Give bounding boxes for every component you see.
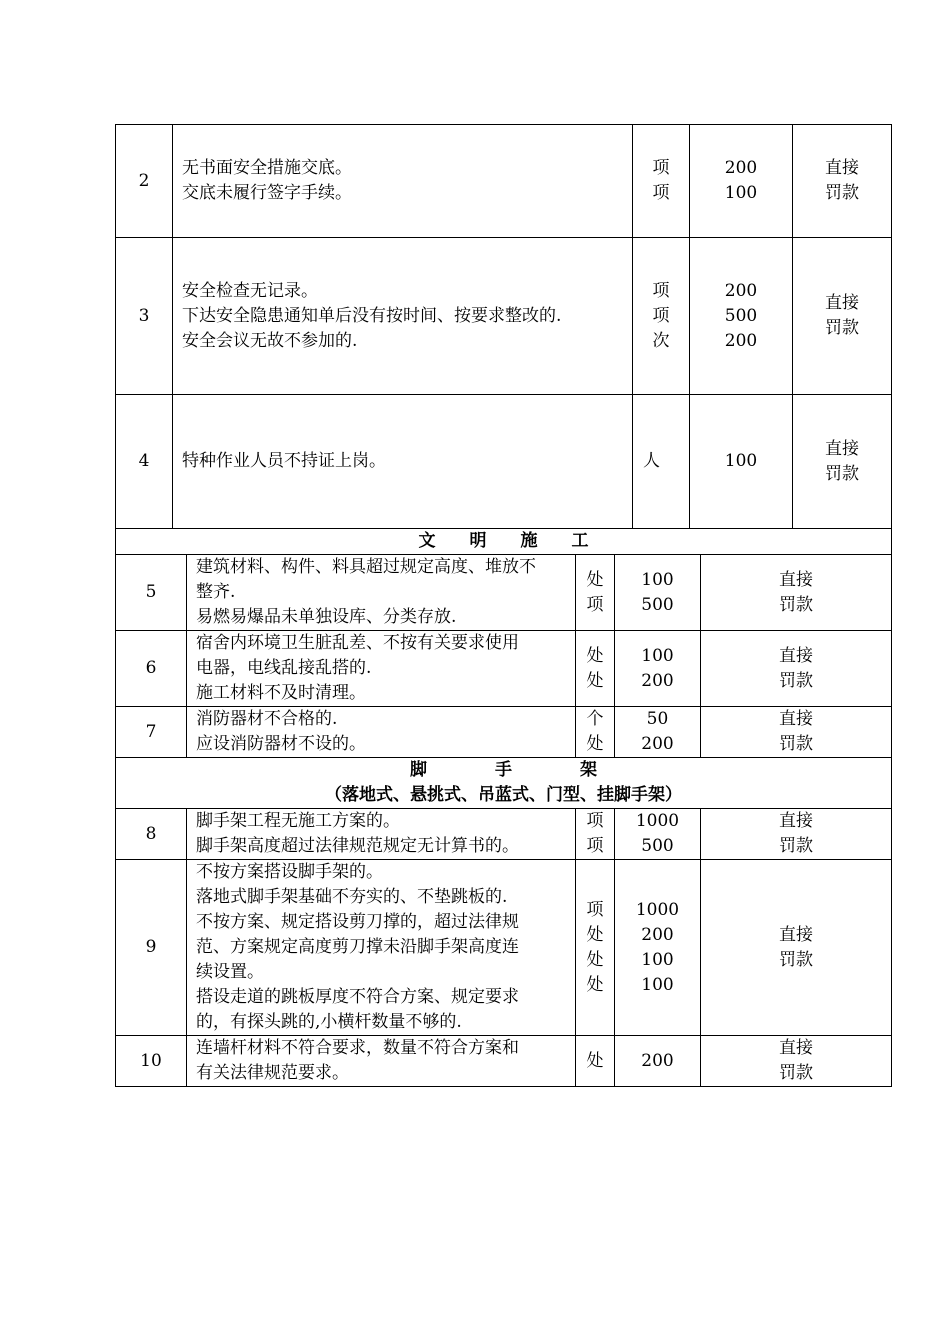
description-line: 特种作业人员不持证上岗。 — [182, 451, 386, 471]
item-unit — [576, 707, 615, 758]
item-number: 9 — [116, 860, 187, 1036]
unit-line: 项 — [586, 594, 604, 615]
penalty-line: 直接 — [779, 569, 814, 590]
unit-line: 项 — [586, 836, 604, 856]
description-line: 消防器材不合格的. — [196, 709, 338, 729]
amount-line: 100 — [641, 949, 674, 970]
penalty-line: 直接 — [825, 158, 859, 178]
penalty-line: 罚款 — [825, 183, 859, 203]
penalty-table-lower-body — [116, 529, 892, 1087]
item-penalty — [793, 238, 892, 395]
item-unit — [633, 125, 690, 238]
unit-line: 处 — [586, 569, 604, 590]
item-unit — [576, 555, 615, 631]
table-row — [116, 238, 892, 395]
penalty-line: 直接 — [825, 438, 859, 459]
section-title-scaffold-subtitle: （落地式、悬挑式、吊蓝式、门型、挂脚手架） — [325, 785, 683, 805]
table-row — [116, 125, 892, 238]
unit-line: 项 — [652, 305, 670, 326]
item-amount — [615, 555, 701, 631]
item-number: 5 — [116, 555, 187, 631]
item-amount — [615, 860, 701, 1036]
penalty-line: 直接 — [779, 1038, 814, 1058]
description-line: 施工材料不及时清理。 — [196, 683, 366, 703]
unit-line: 项 — [652, 280, 670, 301]
unit-line: 项 — [586, 811, 604, 831]
item-amount — [615, 1036, 701, 1087]
description-line: 建筑材料、构件、料具超过规定高度、堆放不 — [196, 557, 536, 577]
unit-line: 次 — [652, 330, 670, 351]
amount-line: 500 — [641, 836, 674, 856]
item-amount — [690, 395, 793, 529]
item-unit — [633, 238, 690, 395]
item-number: 6 — [116, 631, 187, 707]
description-line: 连墙杆材料不符合要求，数量不符合方案和 — [196, 1038, 519, 1058]
penalty-line: 罚款 — [779, 594, 814, 615]
description-line: 应设消防器材不设的。 — [196, 734, 366, 754]
penalty-line: 罚款 — [825, 318, 859, 338]
item-penalty — [701, 707, 892, 758]
item-number: 4 — [116, 395, 173, 529]
description-line: 范、方案规定高度剪刀撑未沿脚手架高度连 — [196, 937, 519, 957]
description-line: 落地式脚手架基础不夯实的、不垫跳板的. — [196, 887, 508, 907]
item-unit — [576, 860, 615, 1036]
amount-line: 200 — [641, 734, 674, 754]
item-unit — [576, 1036, 615, 1087]
item-description — [187, 707, 576, 758]
table-row — [116, 809, 892, 860]
penalty-line: 直接 — [825, 293, 859, 313]
penalty-line: 直接 — [779, 709, 814, 729]
table-row — [116, 631, 892, 707]
description-line: 的，有探头跳的,小横杆数量不够的. — [196, 1012, 462, 1032]
table-row — [116, 395, 892, 529]
unit-line: 人 — [643, 451, 660, 471]
item-penalty — [793, 395, 892, 529]
amount-line: 100 — [724, 183, 758, 203]
description-line: 续设置。 — [196, 962, 264, 982]
item-penalty — [701, 809, 892, 860]
section-title-scaffold-main: 脚 手 架 — [410, 760, 598, 780]
amount-line: 100 — [724, 451, 758, 471]
description-line: 无书面安全措施交底。 — [182, 158, 352, 178]
amount-line: 50 — [646, 709, 669, 729]
item-amount — [615, 707, 701, 758]
description-line: 不按方案、规定搭设剪刀撑的，超过法律规 — [196, 912, 519, 932]
unit-line: 项 — [652, 158, 670, 178]
item-description — [187, 1036, 576, 1087]
penalty-line: 罚款 — [779, 949, 814, 970]
penalty-table-upper — [115, 124, 892, 529]
penalty-line: 罚款 — [825, 463, 859, 484]
item-description — [187, 860, 576, 1036]
item-penalty — [701, 860, 892, 1036]
unit-line: 处 — [586, 670, 604, 691]
amount-line: 200 — [724, 330, 758, 351]
item-description — [173, 395, 633, 529]
unit-line: 处 — [586, 734, 604, 754]
description-line: 易燃易爆品未单独设库、分类存放. — [196, 607, 457, 627]
unit-line: 项 — [652, 183, 670, 203]
unit-line: 处 — [586, 924, 604, 945]
amount-line: 200 — [641, 1050, 674, 1071]
description-line: 有关法律规范要求。 — [196, 1063, 349, 1083]
section-title-scaffold — [116, 758, 892, 809]
item-description — [173, 238, 633, 395]
item-number: 7 — [116, 707, 187, 758]
description-line: 电器，电线乱接乱搭的. — [196, 658, 372, 678]
penalty-line: 罚款 — [779, 734, 814, 754]
description-line: 安全会议无故不参加的. — [182, 330, 358, 351]
section-header-row — [116, 529, 892, 555]
item-penalty — [701, 555, 892, 631]
penalty-table-lower — [115, 528, 892, 1087]
amount-line: 1000 — [635, 811, 680, 831]
table-row — [116, 860, 892, 1036]
item-number: 10 — [116, 1036, 187, 1087]
amount-line: 100 — [641, 645, 674, 666]
unit-line: 项 — [586, 899, 604, 920]
description-line: 不按方案搭设脚手架的。 — [196, 862, 383, 882]
description-line: 下达安全隐患通知单后没有按时间、按要求整改的. — [182, 305, 562, 326]
unit-line: 个 — [586, 709, 604, 729]
item-description — [187, 809, 576, 860]
description-line: 安全检查无记录。 — [182, 280, 318, 301]
item-penalty — [701, 631, 892, 707]
amount-line: 200 — [724, 158, 758, 178]
unit-line: 处 — [586, 974, 604, 995]
penalty-line: 直接 — [779, 811, 814, 831]
amount-line: 500 — [641, 594, 674, 615]
amount-line: 1000 — [635, 899, 680, 920]
section-title-civilized-construction: 文 明 施 工 — [116, 529, 892, 555]
item-penalty — [701, 1036, 892, 1087]
table-row — [116, 1036, 892, 1087]
section-header-row — [116, 758, 892, 809]
item-amount — [615, 631, 701, 707]
item-number: 2 — [116, 125, 173, 238]
item-description — [187, 555, 576, 631]
item-unit — [576, 631, 615, 707]
penalty-line: 直接 — [779, 924, 814, 945]
item-unit — [576, 809, 615, 860]
item-number: 3 — [116, 238, 173, 395]
table-row — [116, 555, 892, 631]
amount-line: 200 — [641, 924, 674, 945]
item-amount — [690, 125, 793, 238]
amount-line: 200 — [724, 280, 758, 301]
penalty-table-upper-body — [116, 125, 892, 529]
description-line: 整齐. — [196, 582, 236, 602]
description-line: 宿舍内环境卫生脏乱差、不按有关要求使用 — [196, 633, 519, 653]
penalty-line: 罚款 — [779, 670, 814, 691]
amount-line: 500 — [724, 305, 758, 326]
table-row — [116, 707, 892, 758]
item-description — [173, 125, 633, 238]
description-line: 脚手架高度超过法律规范规定无计算书的。 — [196, 836, 519, 856]
amount-line: 100 — [641, 569, 674, 590]
item-unit — [633, 395, 690, 529]
penalty-line: 罚款 — [779, 1063, 814, 1083]
description-line: 脚手架工程无施工方案的。 — [196, 811, 400, 831]
description-line: 搭设走道的跳板厚度不符合方案、规定要求 — [196, 987, 519, 1007]
unit-line: 处 — [586, 645, 604, 666]
item-amount — [690, 238, 793, 395]
item-number: 8 — [116, 809, 187, 860]
item-description — [187, 631, 576, 707]
amount-line: 100 — [641, 974, 674, 995]
amount-line: 200 — [641, 670, 674, 691]
penalty-line: 直接 — [779, 645, 814, 666]
unit-line: 处 — [586, 1050, 604, 1071]
item-amount — [615, 809, 701, 860]
description-line: 交底未履行签字手续。 — [182, 183, 352, 203]
unit-line: 处 — [586, 949, 604, 970]
item-penalty — [793, 125, 892, 238]
penalty-line: 罚款 — [779, 836, 814, 856]
